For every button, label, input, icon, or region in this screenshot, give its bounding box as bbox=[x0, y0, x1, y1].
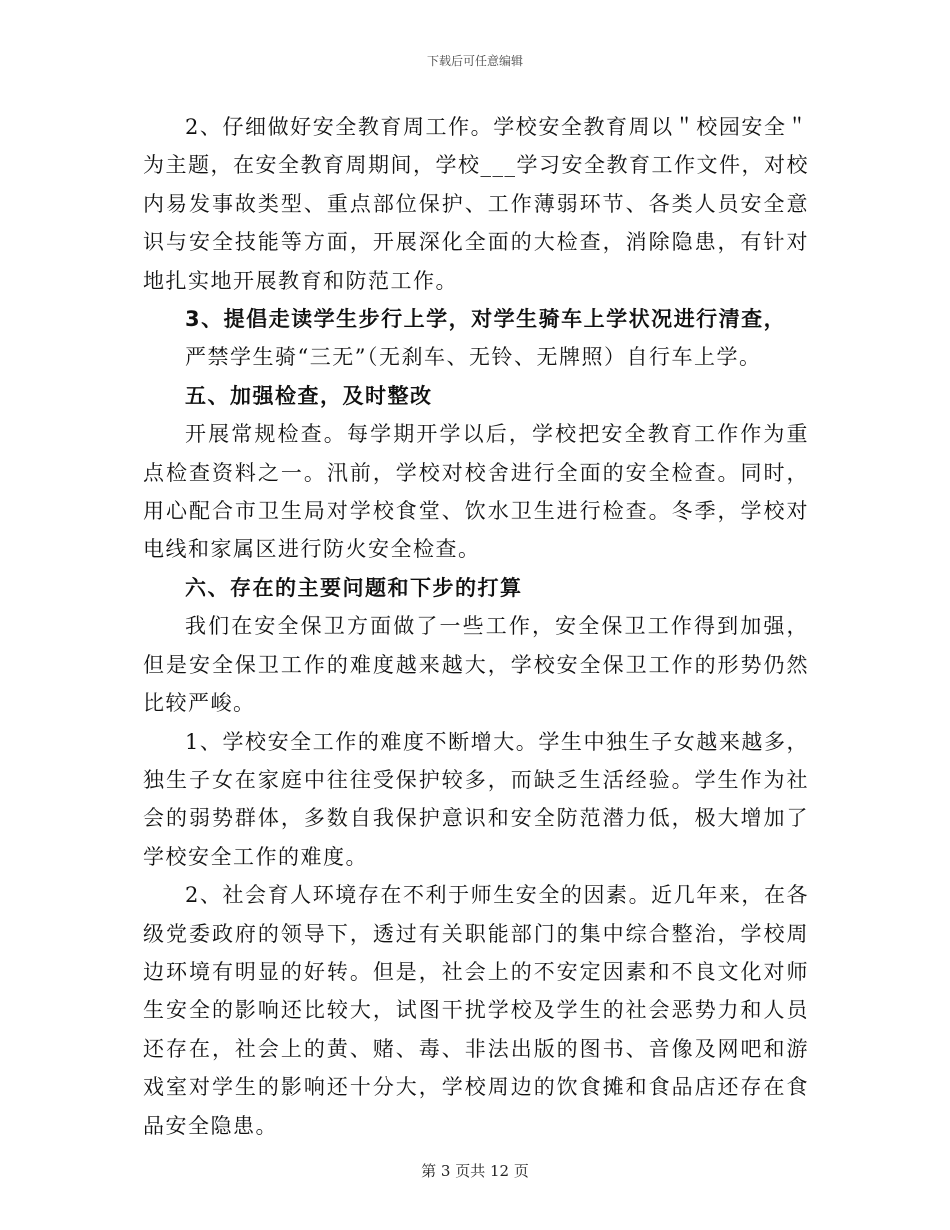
paragraph-routine-inspection: 开展常规检查。每学期开学以后，学校把安全教育工作作为重点检查资料之一。汛前，学校对校舍进行全面的安全检查。同时，用心配合市卫生局对学校食堂、饮水卫生进行检查。冬季，学校对电线和家属区进行防火安全检查。 bbox=[143, 422, 809, 562]
section-heading-inspection: 五、加强检查，及时整改 bbox=[185, 383, 433, 408]
page-header: 下载后可任意编辑 bbox=[426, 54, 523, 68]
paragraph-problems-intro: 我们在安全保卫方面做了一些工作，安全保卫工作得到加强，但是安全保卫工作的难度越来越大，学校安全保卫工作的形势仍然比较严峻。 bbox=[143, 614, 809, 716]
paragraph-safety-week: 2、仔细做好安全教育周工作。学校安全教育周以＂校园安全＂为主题，在安全教育周期间，学校___学习安全教育工作文件，对校内易发事故类型、重点部位保护、工作薄弱环节、各类人员安全意识与安全技能等方面，开展深化全面的大检查，消除隐患，有针对地扎实地开展教育和防范工作。 bbox=[143, 115, 809, 293]
document-body bbox=[143, 108, 809, 1145]
paragraph-bicycle-ban: 严禁学生骑“三无”（无刹车、无铃、无牌照）自行车上学。 bbox=[185, 345, 762, 370]
section-heading-problems: 六、存在的主要问题和下步的打算 bbox=[185, 575, 523, 600]
paragraph-walking-heading: 3、提倡走读学生步行上学，对学生骑车上学状况进行清查， bbox=[185, 307, 787, 332]
paragraph-difficulty: 1、学校安全工作的难度不断增大。学生中独生子女越来越多，独生子女在家庭中往往受保护较多，而缺乏生活经验。学生作为社会的弱势群体，多数自我保护意识和安全防范潜力低，极大增加了学校安全工作的难度。 bbox=[143, 729, 809, 869]
page-number-footer: 第 3 页共 12 页 bbox=[421, 1162, 529, 1180]
paragraph-social-environment: 2、社会育人环境存在不利于师生安全的因素。近几年来，在各级党委政府的领导下，透过有关职能部门的集中综合整治，学校周边环境有明显的好转。但是，社会上的不安定因素和不良文化对师生安全的影响还比较大，试图干扰学校及学生的社会恶势力和人员还存在，社会上的黄、赌、毒、非法出版的图书、音像及网吧和游戏室对学生的影响还十分大，学校周边的饮食摊和食品店还存在食品安全隐患。 bbox=[143, 883, 809, 1138]
